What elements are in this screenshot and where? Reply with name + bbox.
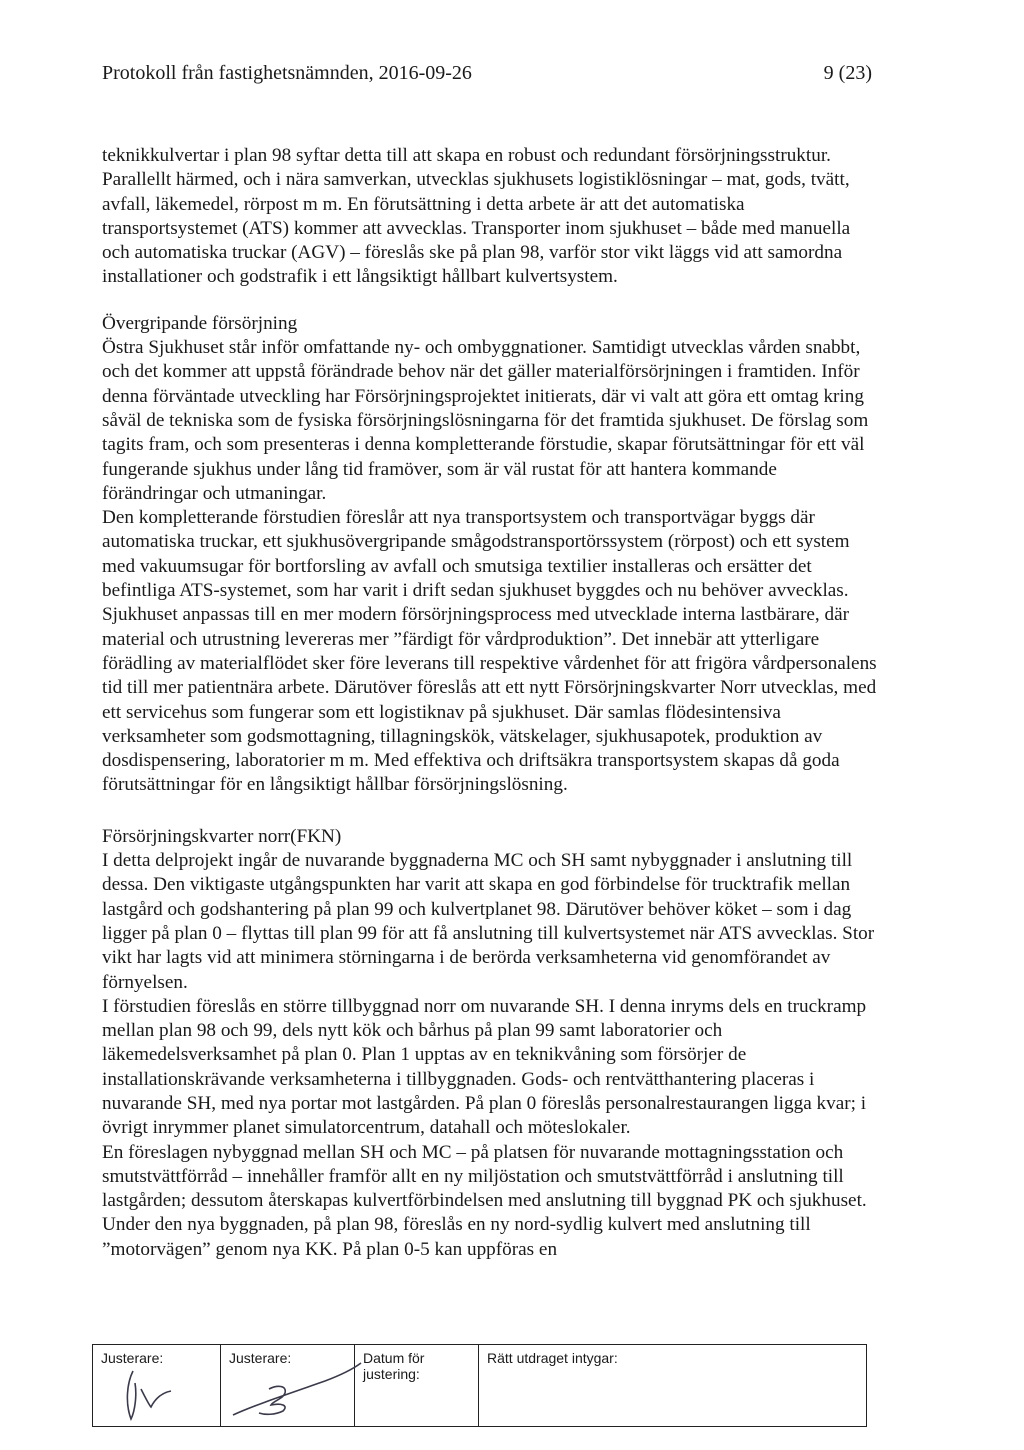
signature-1: [111, 1363, 191, 1425]
page-header: [102, 62, 872, 85]
body-text: [102, 144, 877, 1262]
page-number: 9 (23): [823, 62, 872, 84]
paragraph: Sjukhuset anpassas till en mer modern försörjningsprocess med utvecklade interna lastbärare, där material och utrustning levereras mer ”färdigt för vårdproduktion”. Det innebär att ytterligare förädling av materialflödet sker före leverans till respektive vårdenhet för att frigöra vårdpersonalens tid till mer patientnära arbete. Därutöver föreslås att ett nytt Försörjningskvarter Norr utvecklas, med ett servicehus som fungerar som ett logistiknav på sjukhuset. Där samlas flödesintensiva verksamheter som godsmottagning, tillagningskök, vätskelager, sjukhusapotek, produktion av dosdispensering, laboratorier m m. Med effektiva och driftsäkra transportsystem skapas då goda förutsättningar för en långsiktigt hållbar försörjningslösning.: [102, 604, 877, 796]
signature-table: [92, 1344, 867, 1427]
section-heading: Övergripande försörjning: [102, 312, 298, 334]
ratt-utdraget-label: Rätt utdraget intygar:: [487, 1350, 618, 1366]
paragraph: En föreslagen nybyggnad mellan SH och MC – på platsen för nuvarande mottagningsstation och smutstvättförråd – innehåller framför allt en ny miljöstation och smutstvättförråd i anslutning till lastgården; dessutom återskapas kulvertförbindelsen med anslutning till byggnad PK och sjukhuset. Under den nya byggnaden, på plan 98, föreslås en ny nord-sydlig kulvert med anslutning till ”motorvägen” genom nya KK. På plan 0-5 kan uppföras en: [102, 1141, 867, 1260]
justerare-cell-2: [221, 1345, 355, 1426]
header-title: Protokoll från fastighetsnämnden, 2016-09-26: [102, 62, 472, 84]
paragraph: Parallellt härmed, och i nära samverkan, utvecklas sjukhusets logistiklösningar – mat, gods, tvätt, avfall, läkemedel, rörpost m m. En förutsättning i detta arbete är att det automatiska transportsystemet (ATS) kommer att avvecklas. Transporter inom sjukhuset – både med manuella och automatiska truckar (AGV) – föreslås ske på plan 98, varför stor vikt läggs vid att samordna installationer och godstrafik i ett långsiktigt hållbart kulvertsystem.: [102, 169, 851, 288]
justerare-label: Justerare:: [229, 1350, 292, 1366]
paragraph: I förstudien föreslås en större tillbyggnad norr om nuvarande SH. I denna inryms dels en truckramp mellan plan 98 och 99, dels nytt kök och bårhus på plan 99 samt laboratorier och läkemedelsverksamhet på plan 0. Plan 1 upptas av en teknikvåning som försörjer de installationskrävande verksamheterna i tillbyggnaden. Gods- och rentvätthantering placeras i nuvarande SH, med nya portar mot lastgården. På plan 0 föreslås personalrestaurangen ligga kvar; i övrigt inrymmer planet simulatorcentrum, datahall och möteslokaler.: [102, 995, 867, 1139]
paragraph: teknikkulvertar i plan 98 syftar detta till att skapa en robust och redundant försörjningsstruktur.: [102, 145, 831, 166]
justerare-label: Justerare:: [101, 1350, 164, 1366]
justerare-cell-1: [93, 1345, 221, 1426]
signature-2: [225, 1359, 365, 1421]
paragraph: I detta delprojekt ingår de nuvarande byggnaderna MC och SH samt nybyggnader i anslutning till dessa. Den viktigaste utgångspunkten har varit att skapa en god förbindelse för trucktrafik mellan lastgård och godshantering på plan 99 och kulvertplanet 98. Därutöver behöver köket – som i dag ligger på plan 0 – flyttas till plan 99 för att få anslutning till kulvertsystemet när ATS avvecklas. Stor vikt har lagts vid att minimera störningarna i de berörda verksamheterna vid genomförandet av förnyelsen.: [102, 850, 875, 993]
paragraph: Den kompletterande förstudien föreslår att nya transportsystem och transportvägar byggs där automatiska truckar, ett sjukhusövergripande smågodstransportörssystem (rörpost) och ett system med vakuumsugar för bortforsling av avfall och smutsiga textilier installeras och ersätter det befintliga ATS-systemet, som har varit i drift sedan sjukhuset byggdes och nu behöver avvecklas.: [102, 507, 850, 602]
ratt-utdraget-cell: [479, 1345, 866, 1426]
paragraph: Östra Sjukhuset står inför omfattande ny- och ombyggnationer. Samtidigt utvecklas vården snabbt, och det kommer att uppstå förändrade behov när det gäller materialförsörjningen i framtiden. Inför denna förväntade utveckling har Försörjningsprojektet initierats, där vi valt att göra ett omtag kring såväl de tekniska som de fysiska försörjningslösningarna för det framtida sjukhuset. De förslag som tagits fram, och som presenteras i denna kompletterande förstudie, skapar förutsättningar för ett väl fungerande sjukhus under lång tid framöver, som är väl rustat för att hantera kommande förändringar och utmaningar.: [102, 337, 869, 504]
datum-cell: [355, 1345, 479, 1426]
section-heading: Försörjningskvarter norr(FKN): [102, 825, 342, 847]
datum-label: Datum för justering:: [363, 1350, 425, 1382]
